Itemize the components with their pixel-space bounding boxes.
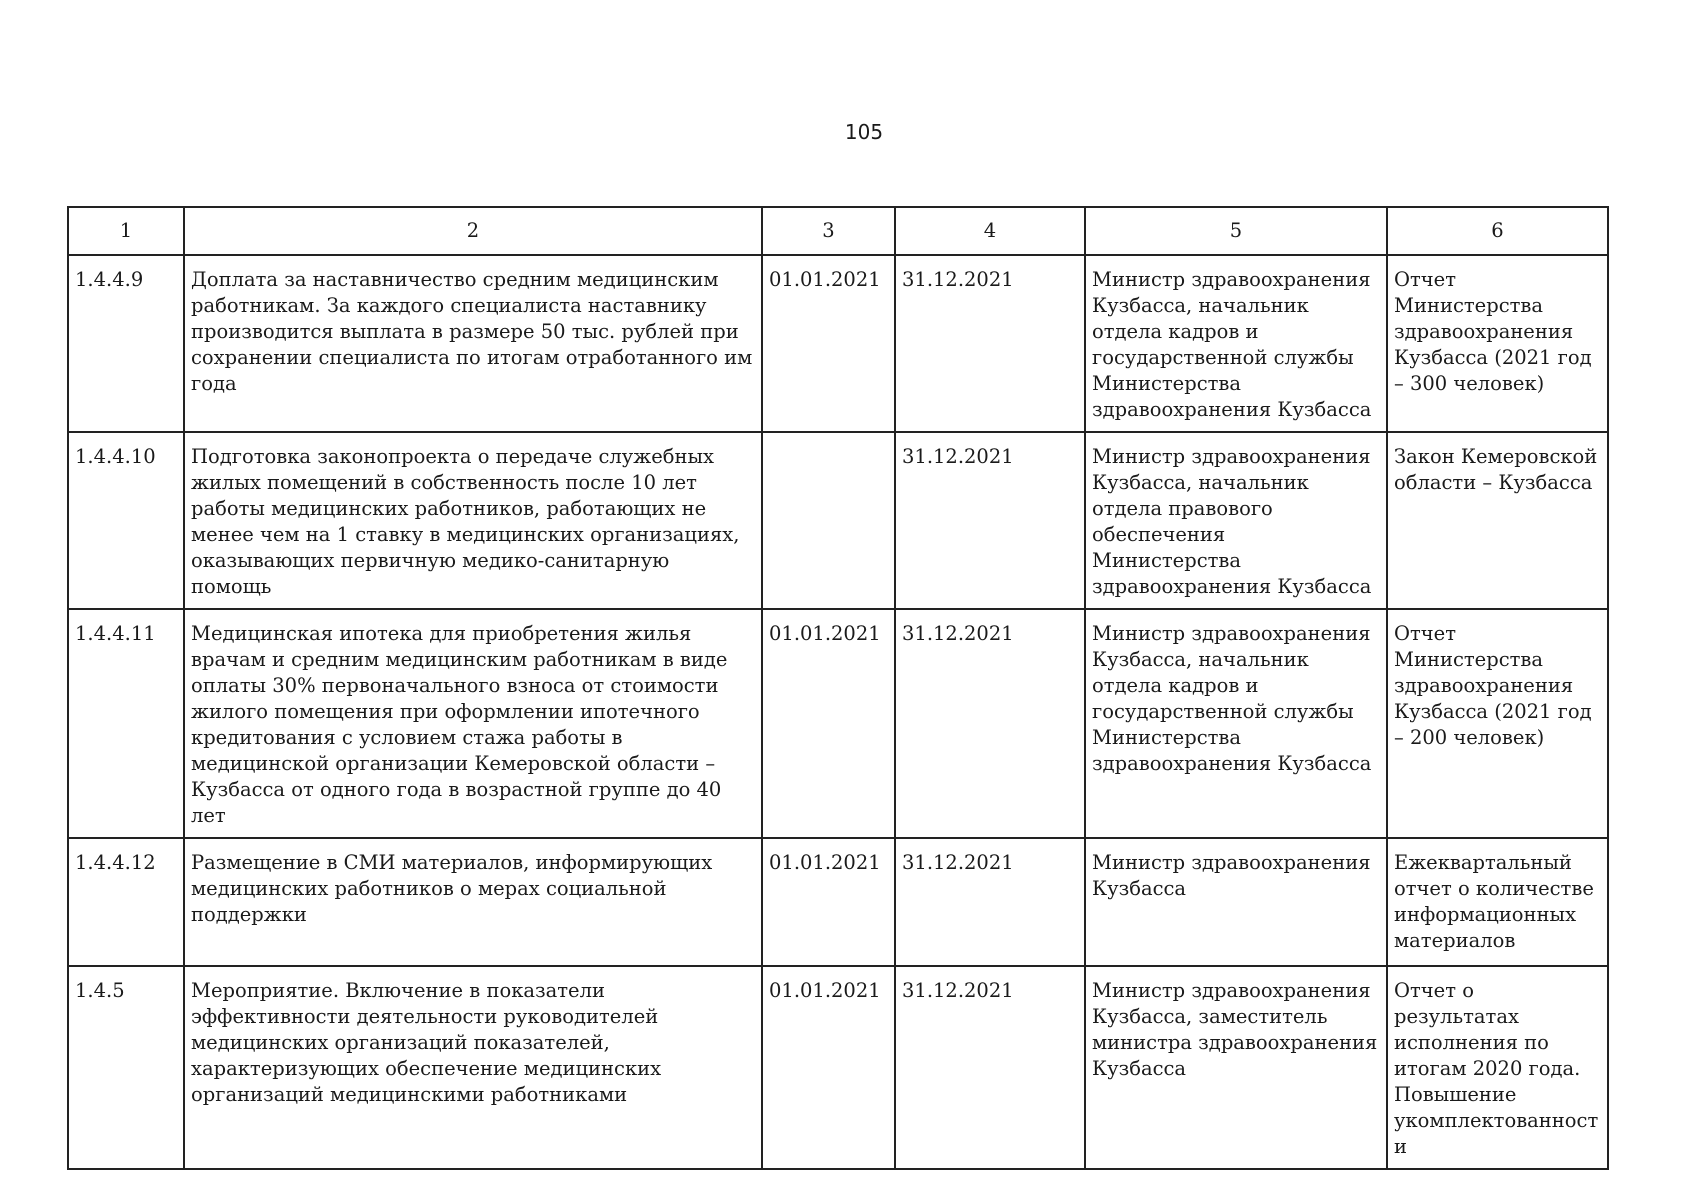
- row-result: Отчет о результатах исполнения по итогам 2020 года. Повышение укомплектованности: [1387, 966, 1608, 1169]
- row-description: Медицинская ипотека для приобретения жилья врачам и средним медицинским работникам в виде оплаты 30% первоначального взноса от стоимости жилого помещения при оформлении ипотечного кредитования с условием стажа работы в медицинской организации Кемеровской области – Кузбасса от одного года в возрастной группе до 40 лет: [184, 609, 762, 838]
- row-responsible: Министр здравоохранения Кузбасса, начальник отдела кадров и государственной службы Министерства здравоохранения Кузбасса: [1085, 609, 1387, 838]
- row-end-date: 31.12.2021: [895, 255, 1085, 432]
- page-number: 105: [844, 120, 884, 144]
- column-header: 3: [762, 207, 895, 255]
- column-header: 2: [184, 207, 762, 255]
- row-result: Отчет Министерства здравоохранения Кузбасса (2021 год – 200 человек): [1387, 609, 1608, 838]
- row-number: 1.4.4.9: [68, 255, 184, 432]
- row-start-date: 01.01.2021: [762, 609, 895, 838]
- row-number: 1.4.4.11: [68, 609, 184, 838]
- row-start-date: 01.01.2021: [762, 966, 895, 1169]
- row-description: Размещение в СМИ материалов, информирующих медицинских работников о мерах социальной поддержки: [184, 838, 762, 966]
- row-number: 1.4.5: [68, 966, 184, 1169]
- header-row: [68, 207, 1608, 255]
- row-start-date: 01.01.2021: [762, 838, 895, 966]
- row-end-date: 31.12.2021: [895, 609, 1085, 838]
- table-row: [68, 609, 1608, 838]
- table-header: [68, 207, 1608, 255]
- row-responsible: Министр здравоохранения Кузбасса, начальник отдела правового обеспечения Министерства здравоохранения Кузбасса: [1085, 432, 1387, 609]
- column-header: 4: [895, 207, 1085, 255]
- row-description: Доплата за наставничество средним медицинским работникам. За каждого специалиста наставнику производится выплата в размере 50 тыс. рублей при сохранении специалиста по итогам отработанного им года: [184, 255, 762, 432]
- table-row: [68, 255, 1608, 432]
- row-end-date: 31.12.2021: [895, 432, 1085, 609]
- table-body: [68, 255, 1608, 1169]
- row-end-date: 31.12.2021: [895, 966, 1085, 1169]
- row-number: 1.4.4.10: [68, 432, 184, 609]
- row-description: Подготовка законопроекта о передаче служебных жилых помещений в собственность после 10 лет работы медицинских работников, работающих не менее чем на 1 ставку в медицинских организациях, оказывающих первичную медико-санитарную помощь: [184, 432, 762, 609]
- row-start-date: [762, 432, 895, 609]
- column-header: 5: [1085, 207, 1387, 255]
- row-number: 1.4.4.12: [68, 838, 184, 966]
- table-row: [68, 838, 1608, 966]
- row-responsible: Министр здравоохранения Кузбасса: [1085, 838, 1387, 966]
- column-header: 1: [68, 207, 184, 255]
- column-header: 6: [1387, 207, 1608, 255]
- row-result: Закон Кемеровской области – Кузбасса: [1387, 432, 1608, 609]
- row-end-date: 31.12.2021: [895, 838, 1085, 966]
- row-description: Мероприятие. Включение в показатели эффективности деятельности руководителей медицинских организаций показателей, характеризующих обеспечение медицинских организаций медицинскими работниками: [184, 966, 762, 1169]
- table-row: [68, 432, 1608, 609]
- table-row: [68, 966, 1608, 1169]
- row-result: Отчет Министерства здравоохранения Кузбасса (2021 год – 300 человек): [1387, 255, 1608, 432]
- measures-table: [67, 206, 1609, 1170]
- row-responsible: Министр здравоохранения Кузбасса, начальник отдела кадров и государственной службы Министерства здравоохранения Кузбасса: [1085, 255, 1387, 432]
- row-start-date: 01.01.2021: [762, 255, 895, 432]
- row-result: Ежеквартальный отчет о количестве информационных материалов: [1387, 838, 1608, 966]
- row-responsible: Министр здравоохранения Кузбасса, заместитель министра здравоохранения Кузбасса: [1085, 966, 1387, 1169]
